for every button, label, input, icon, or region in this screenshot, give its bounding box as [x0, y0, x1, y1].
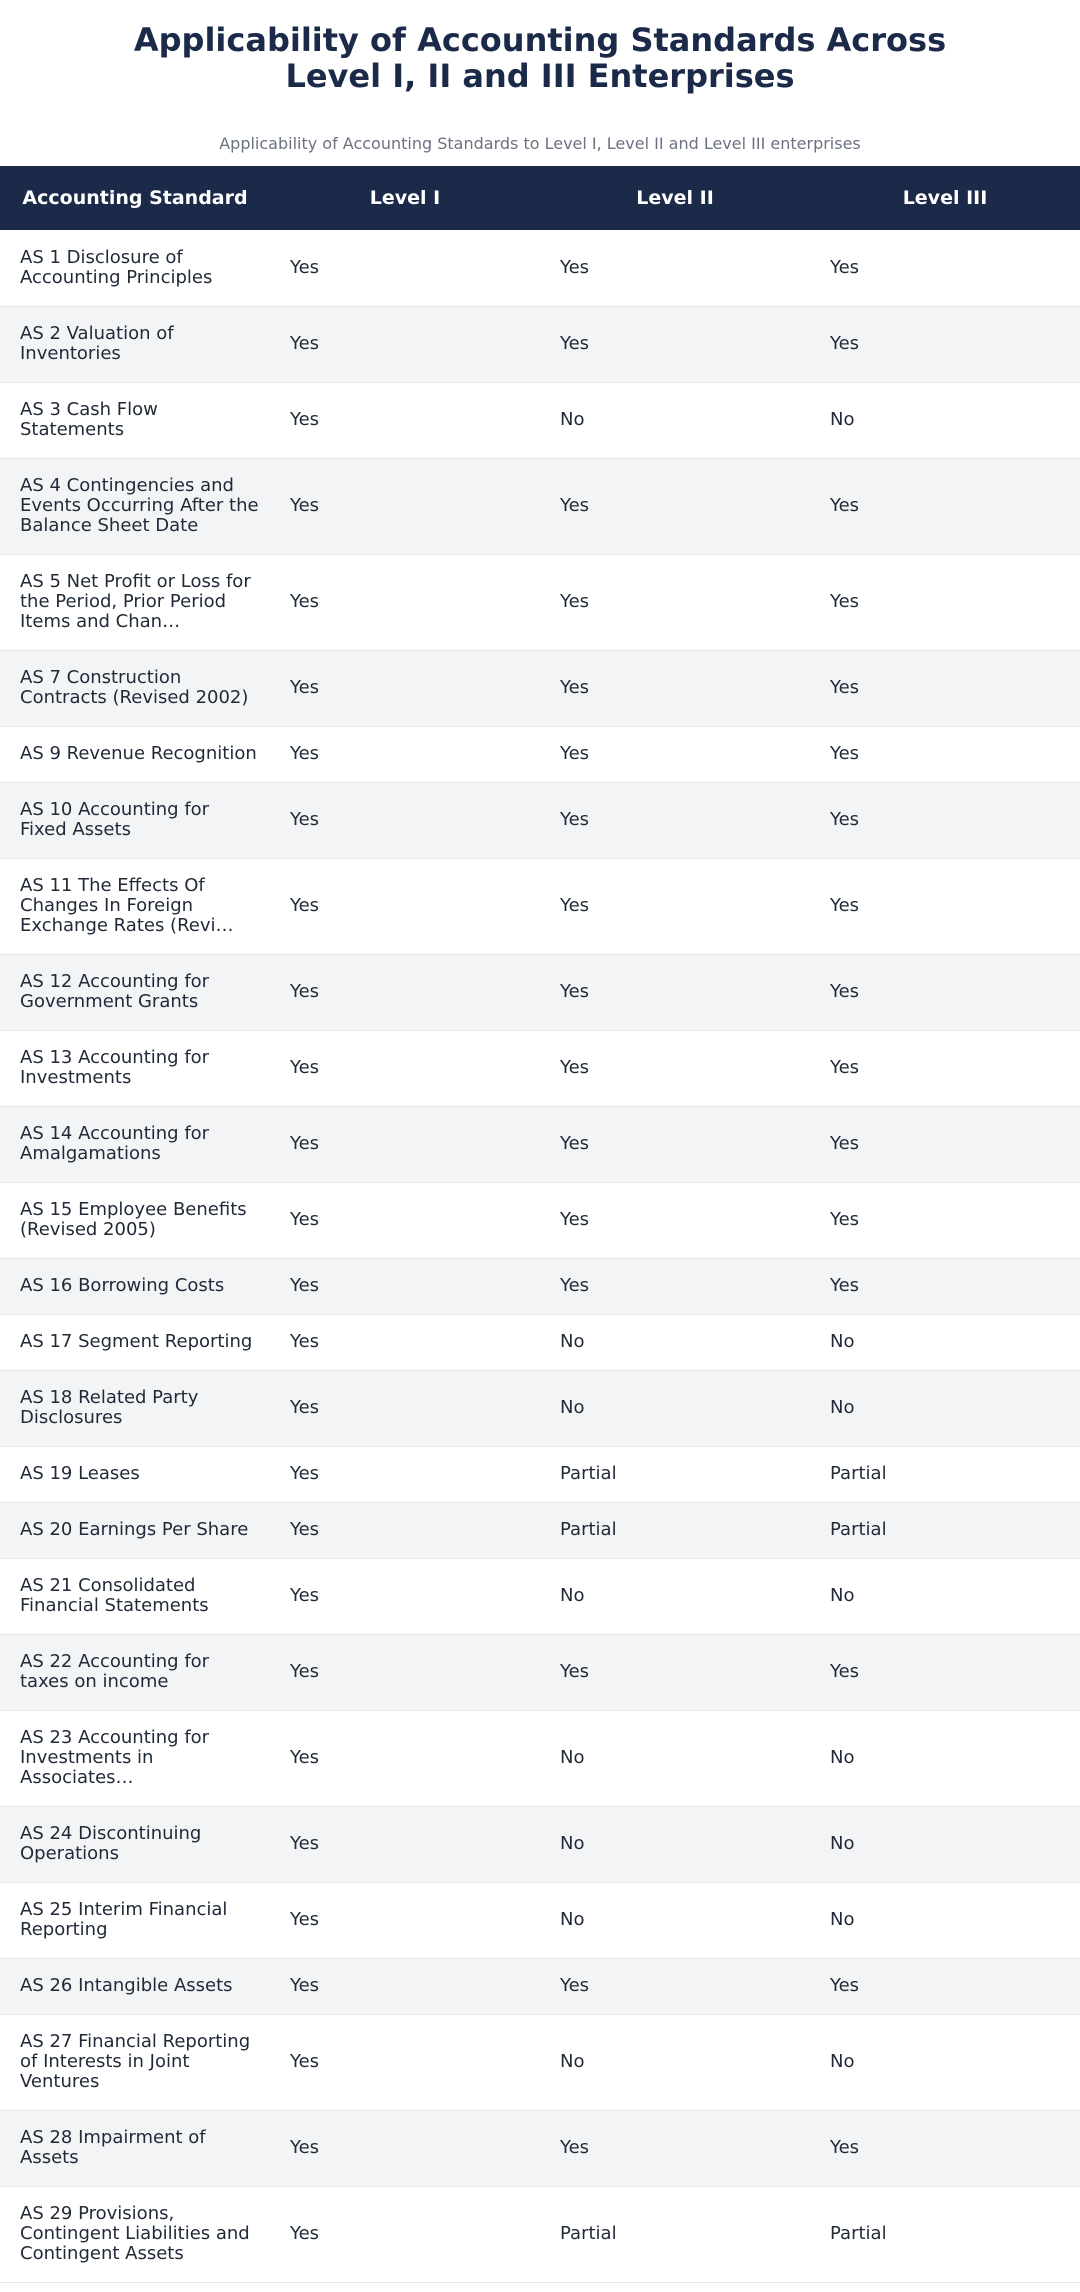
table-row [0, 1806, 1080, 1882]
cell-level-1: Yes [290, 333, 320, 354]
cell-level-2: No [560, 2051, 585, 2072]
cell-level-2: Yes [560, 1133, 590, 1154]
cell-level-2: Yes [560, 895, 590, 916]
table-row [0, 650, 1080, 726]
cell-level-1: Yes [290, 1519, 320, 1540]
table-row [0, 1634, 1080, 1710]
cell-level-3: Partial [830, 1463, 887, 1484]
cell-level-2: Partial [560, 1519, 617, 1540]
cell-level-1: Yes [290, 256, 320, 278]
table-row [0, 554, 1080, 650]
cell-level-3: No [830, 1909, 855, 1930]
cell-level-1: Yes [290, 1463, 320, 1484]
cell-level-1: Yes [290, 1133, 320, 1154]
cell-level-3: Yes [830, 981, 860, 1002]
header-accounting-standard: Accounting Standard [22, 187, 248, 209]
cell-level-3: Yes [830, 333, 860, 354]
cell-accounting-standard: AS 18 Related Party Disclosures [20, 1387, 199, 1428]
cell-level-2: Yes [560, 1975, 590, 1996]
table-row [0, 1558, 1080, 1634]
cell-level-2: Yes [560, 591, 590, 612]
cell-level-3: Partial [830, 1519, 887, 1540]
cell-level-3: Partial [830, 2223, 887, 2244]
cell-level-3: Yes [830, 895, 860, 916]
cell-accounting-standard: AS 15 Employee Benefits (Revised 2005) [20, 1199, 247, 1240]
table-caption: Applicability of Accounting Standards to Level I, Level II and Level III enterprises [219, 134, 861, 153]
cell-level-2: No [560, 1833, 585, 1854]
cell-level-2: Yes [560, 981, 590, 1002]
table-row [0, 726, 1080, 782]
cell-level-3: Yes [830, 1209, 860, 1230]
cell-level-3: Yes [830, 809, 860, 830]
cell-level-1: Yes [290, 1975, 320, 1996]
cell-level-1: Yes [290, 981, 320, 1002]
table-row [0, 1258, 1080, 1314]
table-row [0, 1106, 1080, 1182]
cell-accounting-standard: AS 11 The Effects Of Changes In Foreign Exchange Rates (Revi… [20, 875, 234, 936]
cell-accounting-standard: AS 9 Revenue Recognition [20, 743, 257, 764]
cell-level-3: No [830, 1585, 855, 1606]
cell-level-1: Yes [290, 1331, 320, 1352]
cell-level-2: Partial [560, 2223, 617, 2244]
cell-level-3: Yes [830, 677, 860, 698]
table-body [0, 230, 1080, 2282]
table-row [0, 1370, 1080, 1446]
cell-level-2: Yes [560, 809, 590, 830]
standards-table [0, 166, 1080, 2283]
cell-level-1: Yes [290, 2223, 320, 2244]
table-row [0, 782, 1080, 858]
cell-level-2: Partial [560, 1463, 617, 1484]
cell-accounting-standard: AS 20 Earnings Per Share [20, 1519, 249, 1540]
cell-accounting-standard: AS 13 Accounting for Investments [20, 1047, 210, 1088]
cell-level-2: No [560, 409, 585, 430]
cell-level-1: Yes [290, 495, 320, 516]
cell-level-2: No [560, 1331, 585, 1352]
cell-level-2: Yes [560, 2137, 590, 2158]
table-header-row [0, 166, 1080, 230]
table-row [0, 1314, 1080, 1370]
cell-level-1: Yes [290, 1661, 320, 1682]
cell-accounting-standard: AS 17 Segment Reporting [20, 1331, 253, 1352]
cell-level-3: Yes [830, 1057, 860, 1078]
cell-level-2: Yes [560, 333, 590, 354]
cell-level-1: Yes [290, 1209, 320, 1230]
cell-level-2: No [560, 1747, 585, 1768]
cell-level-3: Yes [830, 495, 860, 516]
cell-accounting-standard: AS 7 Construction Contracts (Revised 2002) [20, 667, 249, 708]
cell-level-1: Yes [290, 1275, 320, 1296]
cell-accounting-standard: AS 19 Leases [20, 1463, 140, 1484]
cell-level-2: Yes [560, 743, 590, 764]
header-level-1: Level I [369, 187, 441, 209]
cell-level-2: No [560, 1585, 585, 1606]
cell-accounting-standard: AS 10 Accounting for Fixed Assets [20, 799, 210, 840]
cell-level-1: Yes [290, 895, 320, 916]
cell-accounting-standard: AS 2 Valuation of Inventories [20, 323, 174, 364]
cell-level-1: Yes [290, 1747, 320, 1768]
cell-accounting-standard: AS 4 Contingencies and Events Occurring After the Balance Sheet Date [20, 475, 259, 536]
cell-accounting-standard: AS 28 Impairment of Assets [20, 2127, 206, 2168]
table-row [0, 382, 1080, 458]
cell-accounting-standard: AS 26 Intangible Assets [20, 1975, 233, 1996]
table-row [0, 2110, 1080, 2186]
table-row [0, 1030, 1080, 1106]
cell-level-1: Yes [290, 1833, 320, 1854]
cell-level-3: Yes [830, 2137, 860, 2158]
cell-level-3: No [830, 1397, 855, 1418]
cell-level-1: Yes [290, 1585, 320, 1606]
table-row [0, 858, 1080, 954]
cell-accounting-standard: AS 1 Disclosure of Accounting Principles [20, 246, 213, 288]
cell-level-1: Yes [290, 2051, 320, 2072]
cell-level-3: Yes [830, 591, 860, 612]
cell-accounting-standard: AS 12 Accounting for Government Grants [20, 971, 210, 1012]
cell-level-3: No [830, 409, 855, 430]
table-row [0, 458, 1080, 554]
page-title [0, 0, 1080, 94]
cell-level-3: No [830, 2051, 855, 2072]
cell-level-3: Yes [830, 743, 860, 764]
cell-level-3: Yes [830, 256, 860, 278]
cell-level-3: Yes [830, 1133, 860, 1154]
cell-level-2: Yes [560, 256, 590, 278]
cell-level-3: Yes [830, 1975, 860, 1996]
cell-level-3: No [830, 1747, 855, 1768]
table-row [0, 2014, 1080, 2110]
cell-accounting-standard: AS 29 Provisions, Contingent Liabilities and Contingent Assets [20, 2203, 250, 2264]
cell-level-2: Yes [560, 677, 590, 698]
cell-level-1: Yes [290, 809, 320, 830]
cell-accounting-standard: AS 5 Net Profit or Loss for the Period, Prior Period Items and Chan… [20, 571, 251, 632]
cell-level-2: Yes [560, 1057, 590, 1078]
cell-level-1: Yes [290, 677, 320, 698]
cell-accounting-standard: AS 24 Discontinuing Operations [20, 1823, 202, 1864]
cell-level-1: Yes [290, 2137, 320, 2158]
cell-level-3: Yes [830, 1275, 860, 1296]
cell-accounting-standard: AS 22 Accounting for taxes on income [20, 1651, 210, 1692]
cell-level-3: No [830, 1331, 855, 1352]
cell-level-1: Yes [290, 743, 320, 764]
cell-accounting-standard: AS 3 Cash Flow Statements [20, 399, 158, 440]
cell-level-2: Yes [560, 495, 590, 516]
cell-level-2: Yes [560, 1275, 590, 1296]
cell-level-1: Yes [290, 1057, 320, 1078]
table-row [0, 1502, 1080, 1558]
table-row [0, 230, 1080, 306]
cell-accounting-standard: AS 27 Financial Reporting of Interests in Joint Ventures [20, 2031, 251, 2092]
table-row [0, 1710, 1080, 1806]
cell-level-2: No [560, 1909, 585, 1930]
cell-level-2: No [560, 1397, 585, 1418]
cell-level-3: Yes [830, 1661, 860, 1682]
table-row [0, 1182, 1080, 1258]
header-level-3: Level III [902, 187, 988, 209]
cell-level-1: Yes [290, 591, 320, 612]
table-row [0, 306, 1080, 382]
title-line-1: Applicability of Accounting Standards Across [133, 21, 947, 59]
cell-accounting-standard: AS 23 Accounting for Investments in Associates… [20, 1727, 210, 1788]
table-row [0, 1882, 1080, 1958]
cell-level-2: Yes [560, 1209, 590, 1230]
cell-accounting-standard: AS 25 Interim Financial Reporting [20, 1899, 228, 1940]
cell-level-1: Yes [290, 1909, 320, 1930]
cell-level-1: Yes [290, 409, 320, 430]
cell-level-1: Yes [290, 1397, 320, 1418]
table-row [0, 1958, 1080, 2014]
table-row [0, 1446, 1080, 1502]
cell-level-3: No [830, 1833, 855, 1854]
cell-accounting-standard: AS 16 Borrowing Costs [20, 1275, 225, 1296]
table-row [0, 954, 1080, 1030]
cell-level-2: Yes [560, 1661, 590, 1682]
header-level-2: Level II [636, 187, 714, 209]
cell-accounting-standard: AS 21 Consolidated Financial Statements [20, 1575, 209, 1616]
table-row [0, 2186, 1080, 2282]
title-line-2: Level I, II and III Enterprises [285, 57, 795, 95]
cell-accounting-standard: AS 14 Accounting for Amalgamations [20, 1123, 210, 1164]
